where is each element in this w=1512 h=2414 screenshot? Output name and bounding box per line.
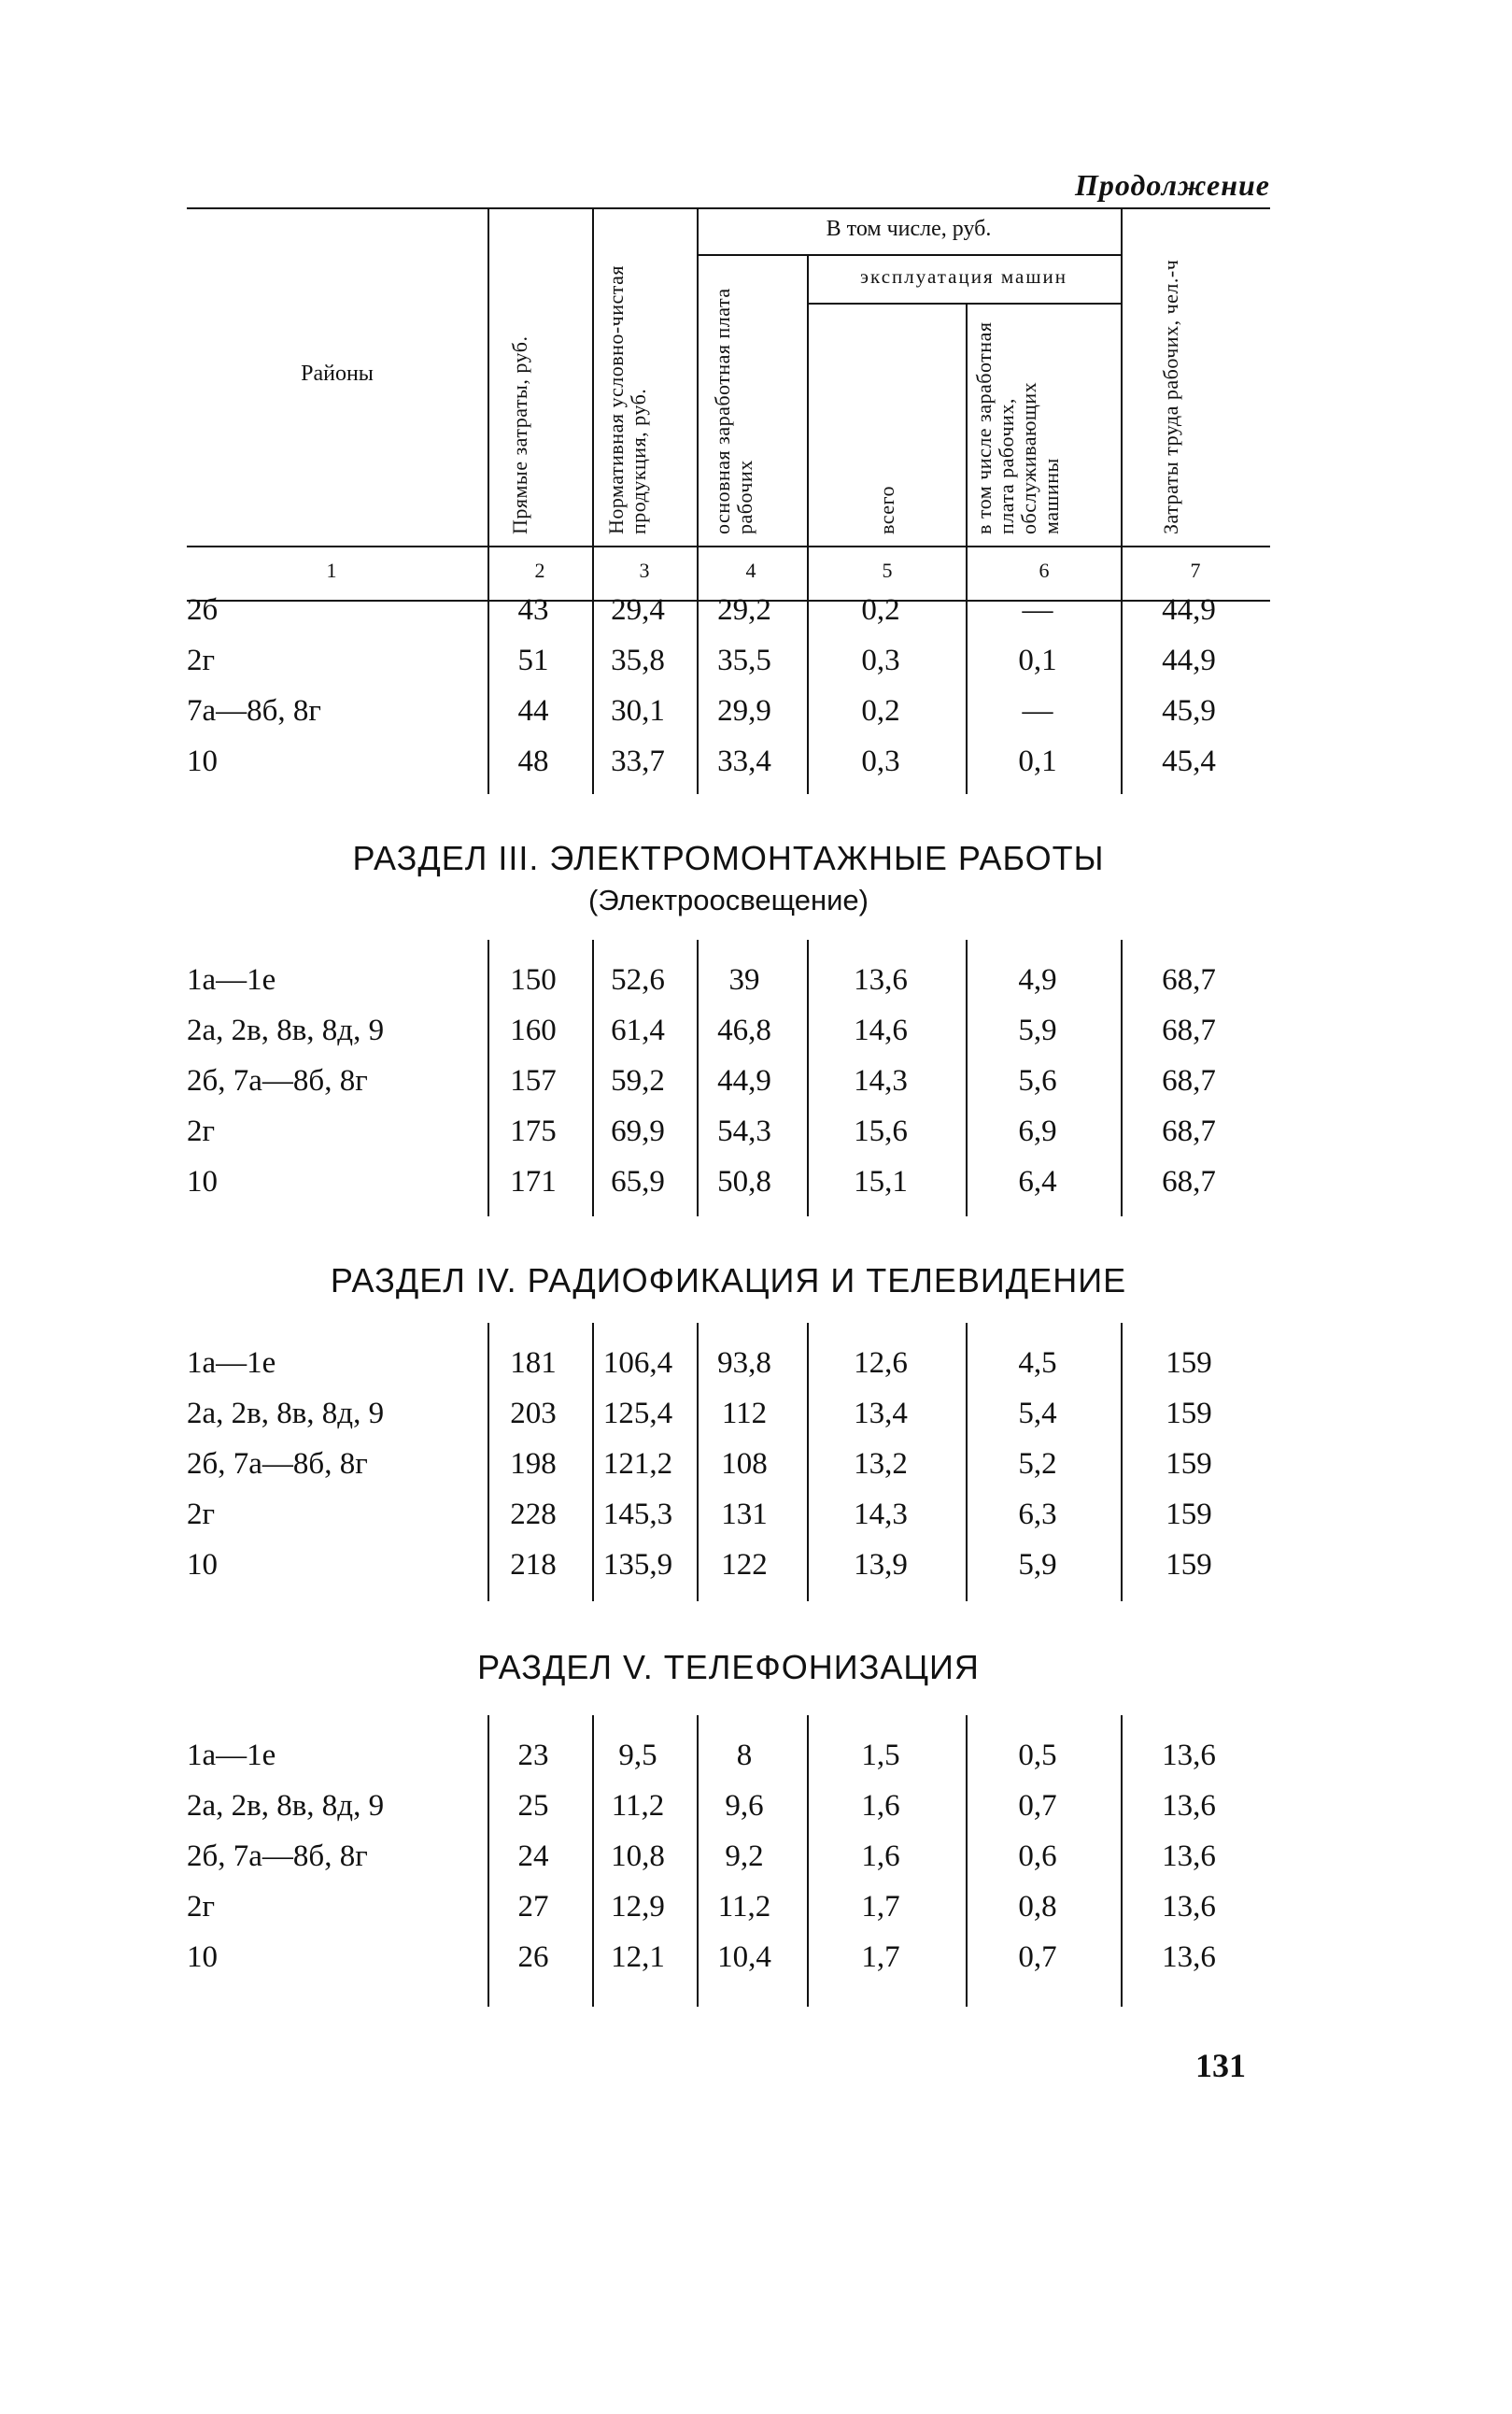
header-top-rule [187,207,1270,209]
table-block [187,1323,1270,1601]
value-cell: 4,5 [1018,1346,1057,1380]
column-number: 1 [326,559,337,582]
district-cell: 2г [187,1890,216,1924]
header-direct-costs: Прямые затраты, руб. [508,335,531,534]
value-cell: 30,1 [611,694,665,728]
value-cell: 13,6 [1162,1890,1216,1924]
district-cell: 2г [187,1498,216,1531]
table-header [187,207,1270,602]
district-cell: 1а—1е [187,1739,276,1772]
value-cell: 1,6 [861,1839,900,1873]
value-cell: 23 [517,1739,549,1772]
table-row [187,1540,1270,1590]
column-number: 4 [745,559,756,582]
value-cell: 1,6 [861,1789,900,1823]
value-cell: 15,6 [854,1115,908,1148]
section-title: РАЗДЕЛ III. ЭЛЕКТРОМОНТАЖНЫЕ РАБОТЫ [352,839,1105,877]
value-cell: 10,8 [611,1839,665,1873]
value-cell: — [1022,593,1053,627]
table-row [187,1005,1270,1056]
value-cell: 69,9 [611,1115,665,1148]
value-cell: 10,4 [717,1940,771,1974]
value-cell: 0,7 [1018,1789,1057,1823]
value-cell: 0,1 [1018,745,1057,778]
value-cell: 203 [510,1397,557,1430]
value-cell: 35,8 [611,644,665,677]
machines-rule [807,303,1121,305]
value-cell: 13,6 [854,963,908,997]
value-cell: 171 [510,1165,557,1199]
value-cell: 1,5 [861,1739,900,1772]
table-row [187,1157,1270,1207]
value-cell: 160 [510,1014,557,1047]
value-cell: 112 [721,1397,768,1430]
table-row [187,1439,1270,1489]
district-cell: 2а, 2в, 8в, 8д, 9 [187,1014,385,1047]
value-cell: 59,2 [611,1064,665,1098]
value-cell: 159 [1166,1346,1212,1380]
value-cell: 45,9 [1162,694,1216,728]
page-number: 131 [1195,2047,1246,2084]
value-cell: 175 [510,1115,557,1148]
value-cell: 43 [517,593,549,627]
header-machine-operation: эксплуатация машин [860,265,1067,288]
header-normative-output: Нормативная условно-чистая продукция, руб. [604,264,650,534]
value-cell: 5,9 [1018,1548,1057,1582]
value-cell: 11,2 [717,1890,771,1924]
value-cell: 9,5 [618,1739,657,1772]
value-cell: 0,2 [861,593,900,627]
header-divider [697,207,699,602]
value-cell: 65,9 [611,1165,665,1199]
table-row [187,1932,1270,1982]
value-cell: 1,7 [861,1890,900,1924]
district-cell: 2б [187,593,219,627]
value-cell: 46,8 [717,1014,771,1047]
value-cell: 159 [1166,1548,1212,1582]
value-cell: 13,4 [854,1397,908,1430]
value-cell: 0,3 [861,644,900,677]
header-divider [488,207,489,602]
value-cell: 8 [736,1739,753,1772]
table-row [187,1338,1270,1388]
value-cell: 26 [517,1940,549,1974]
header-including: В том числе, руб. [826,217,992,241]
value-cell: 13,6 [1162,1739,1216,1772]
section-title: РАЗДЕЛ V. ТЕЛЕФОНИЗАЦИЯ [477,1648,980,1686]
header-base-wage: основная заработная плата рабочих [711,288,756,534]
value-cell: 198 [510,1447,557,1481]
column-number: 6 [1039,559,1050,582]
value-cell: 218 [510,1548,557,1582]
value-cell: 25 [517,1789,549,1823]
district-cell: 2а, 2в, 8в, 8д, 9 [187,1397,385,1430]
table-row [187,1730,1270,1781]
value-cell: 14,3 [854,1064,908,1098]
value-cell: 9,2 [725,1839,764,1873]
value-cell: 35,5 [717,644,771,677]
value-cell: 12,9 [611,1890,665,1924]
district-cell: 2б, 7а—8б, 8г [187,1064,368,1098]
table-block [187,940,1270,1216]
value-cell: 68,7 [1162,1115,1216,1148]
table-block [187,570,1270,794]
header-divider [807,256,809,602]
value-cell: 44,9 [1162,644,1216,677]
value-cell: 131 [721,1498,768,1531]
value-cell: 45,4 [1162,745,1216,778]
district-cell: 10 [187,1548,218,1582]
header-total: всего [875,485,898,534]
value-cell: 125,4 [602,1397,673,1430]
table-block [187,1715,1270,2007]
value-cell: 29,9 [717,694,771,728]
table-row [187,1781,1270,1831]
value-cell: 13,9 [854,1548,908,1582]
value-cell: 6,3 [1018,1498,1057,1531]
district-cell: 2а, 2в, 8в, 8д, 9 [187,1789,385,1823]
table-row [187,1106,1270,1157]
value-cell: 135,9 [602,1548,673,1582]
district-cell: 10 [187,745,218,778]
value-cell: 5,6 [1018,1064,1057,1098]
value-cell: 14,3 [854,1498,908,1531]
district-cell: 2б, 7а—8б, 8г [187,1447,368,1481]
value-cell: 0,3 [861,745,900,778]
value-cell: 61,4 [611,1014,665,1047]
including-rule [697,254,1121,256]
value-cell: 33,7 [611,745,665,778]
value-cell: 13,6 [1162,1940,1216,1974]
value-cell: 145,3 [602,1498,673,1531]
value-cell: 48 [517,745,549,778]
table-row [187,736,1270,787]
value-cell: 228 [510,1498,557,1531]
column-number: 3 [639,559,650,582]
table-row [187,686,1270,736]
table-row [187,585,1270,635]
header-districts: Районы [301,362,374,386]
column-number: 7 [1190,559,1201,582]
header-divider [966,305,968,602]
header-divider [1121,207,1123,602]
value-cell: 29,2 [717,593,771,627]
value-cell: 14,6 [854,1014,908,1047]
value-cell: 122 [721,1548,768,1582]
value-cell: — [1022,694,1053,728]
value-cell: 12,1 [611,1940,665,1974]
value-cell: 12,6 [854,1346,908,1380]
value-cell: 9,6 [725,1789,764,1823]
district-cell: 7а—8б, 8г [187,694,321,728]
column-number: 5 [882,559,893,582]
value-cell: 157 [510,1064,557,1098]
continued-label: Продолжение [1075,168,1270,202]
district-cell: 2б, 7а—8б, 8г [187,1839,368,1873]
table-row [187,1489,1270,1540]
value-cell: 6,4 [1018,1165,1057,1199]
value-cell: 0,2 [861,694,900,728]
district-cell: 2г [187,1115,216,1148]
value-cell: 44,9 [717,1064,771,1098]
value-cell: 27 [517,1890,549,1924]
value-cell: 5,2 [1018,1447,1057,1481]
value-cell: 39 [728,963,760,997]
header-incl-wage: в том числе заработная плата рабочих, обслуживающих машины [972,321,1063,534]
district-cell: 1а—1е [187,963,276,997]
table-row [187,1388,1270,1439]
value-cell: 4,9 [1018,963,1057,997]
value-cell: 181 [510,1346,557,1380]
value-cell: 0,7 [1018,1940,1057,1974]
value-cell: 29,4 [611,593,665,627]
value-cell: 68,7 [1162,1165,1216,1199]
value-cell: 6,9 [1018,1115,1057,1148]
value-cell: 15,1 [854,1165,908,1199]
value-cell: 33,4 [717,745,771,778]
value-cell: 1,7 [861,1940,900,1974]
value-cell: 50,8 [717,1165,771,1199]
value-cell: 150 [510,963,557,997]
value-cell: 159 [1166,1498,1212,1531]
value-cell: 0,6 [1018,1839,1057,1873]
value-cell: 5,4 [1018,1397,1057,1430]
table-row [187,1056,1270,1106]
header-divider [592,207,594,602]
table-row [187,635,1270,686]
value-cell: 0,5 [1018,1739,1057,1772]
district-cell: 10 [187,1940,218,1974]
value-cell: 159 [1166,1447,1212,1481]
value-cell: 13,6 [1162,1839,1216,1873]
header-labor-costs: Затраты труда рабочих, чел.-ч [1159,259,1182,534]
section-subtitle: (Электроосвещение) [588,884,869,916]
table-row [187,955,1270,1005]
value-cell: 54,3 [717,1115,771,1148]
district-cell: 1а—1е [187,1346,276,1380]
value-cell: 159 [1166,1397,1212,1430]
value-cell: 0,8 [1018,1890,1057,1924]
header-bottom-rule [187,546,1270,547]
table-row [187,1831,1270,1882]
column-number: 2 [534,559,545,582]
value-cell: 11,2 [611,1789,665,1823]
table-row [187,1882,1270,1932]
value-cell: 68,7 [1162,963,1216,997]
district-cell: 10 [187,1165,218,1199]
value-cell: 108 [721,1447,768,1481]
value-cell: 0,1 [1018,644,1057,677]
value-cell: 44 [517,694,549,728]
value-cell: 13,2 [854,1447,908,1481]
section-title: РАЗДЕЛ IV. РАДИОФИКАЦИЯ И ТЕЛЕВИДЕНИЕ [330,1261,1127,1299]
value-cell: 121,2 [602,1447,673,1481]
value-cell: 106,4 [602,1346,673,1380]
value-cell: 13,6 [1162,1789,1216,1823]
value-cell: 44,9 [1162,593,1216,627]
value-cell: 68,7 [1162,1064,1216,1098]
value-cell: 51 [517,644,549,677]
value-cell: 52,6 [611,963,665,997]
value-cell: 93,8 [717,1346,771,1380]
value-cell: 68,7 [1162,1014,1216,1047]
value-cell: 24 [517,1839,549,1873]
value-cell: 5,9 [1018,1014,1057,1047]
district-cell: 2г [187,644,216,677]
